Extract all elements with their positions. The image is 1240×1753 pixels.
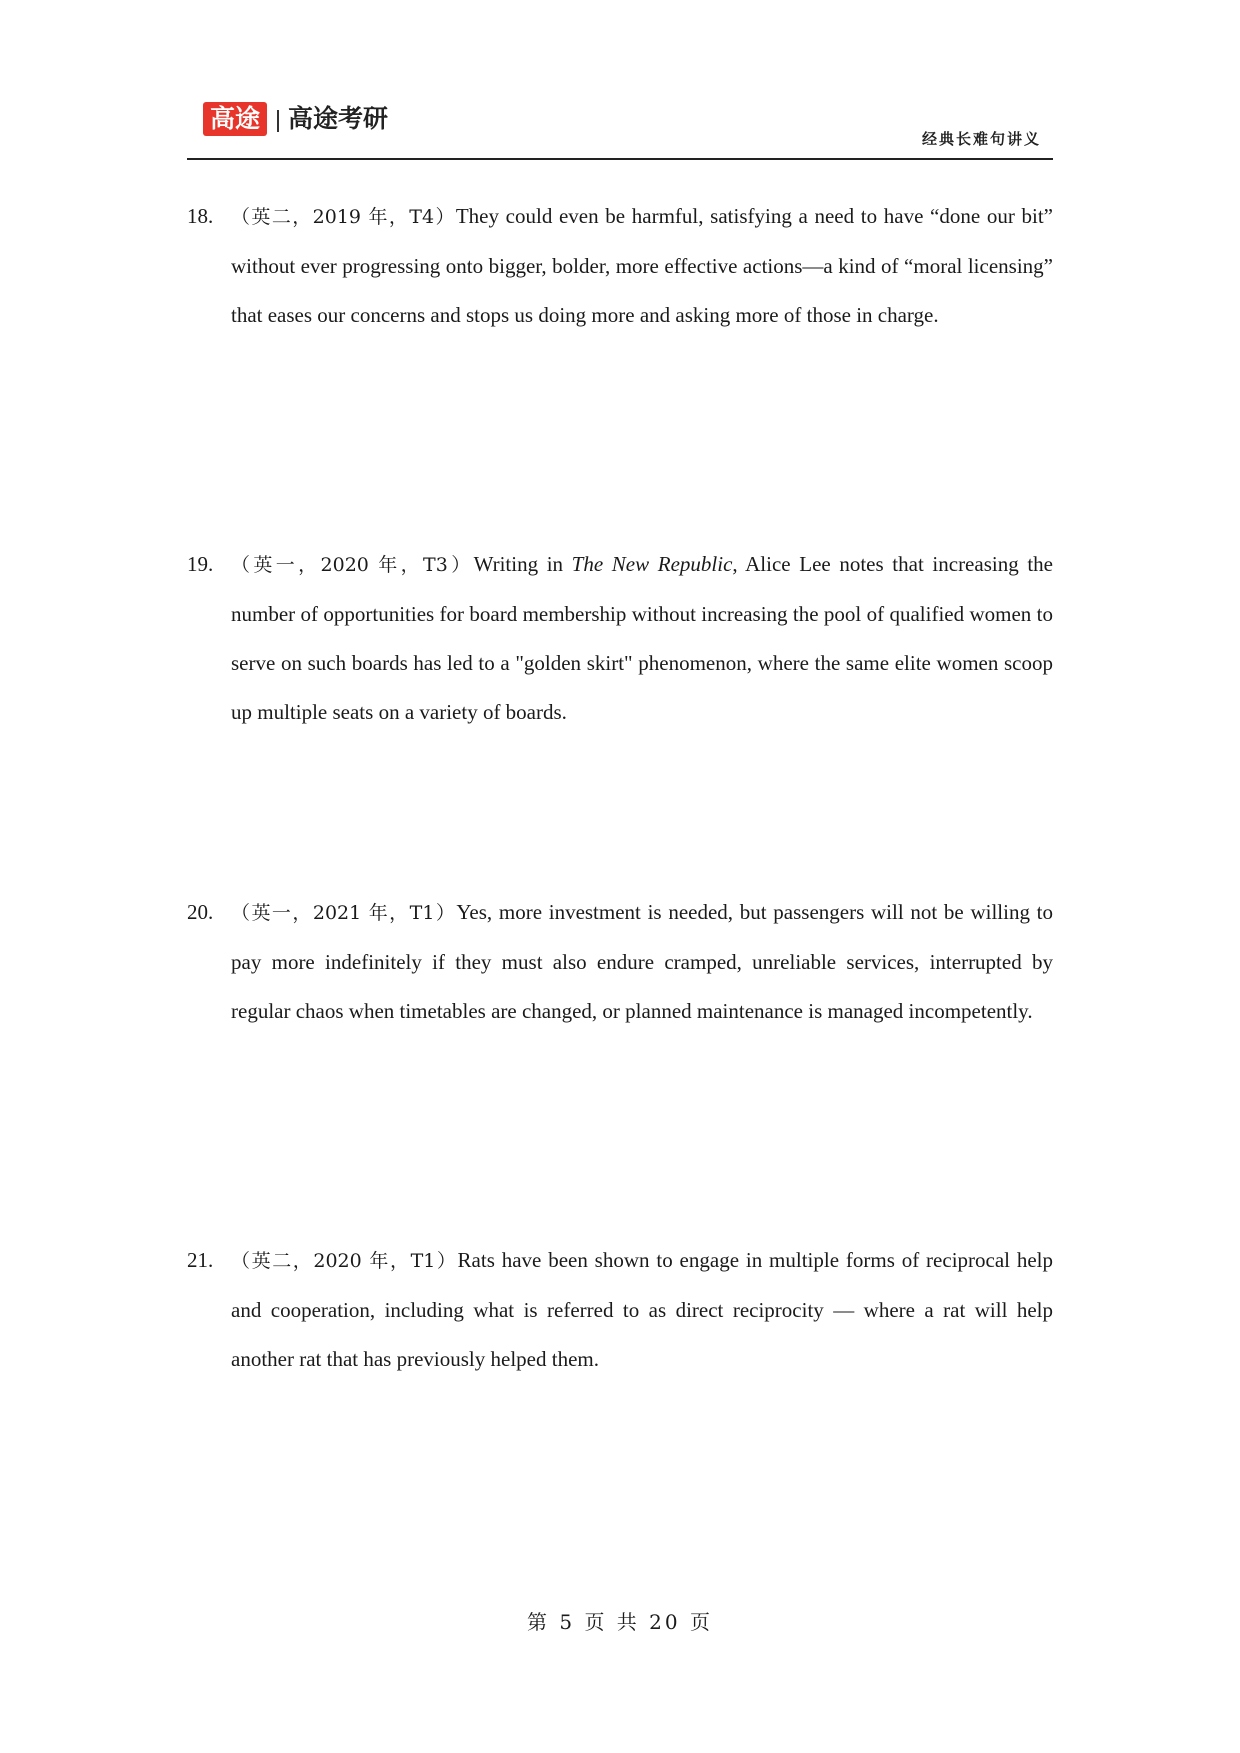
brand-logo-text: 高途考研 <box>288 104 389 133</box>
item-source: （英一，2021 年，T1） <box>231 902 457 924</box>
page-number-footer: 第 5 页 共 20 页 <box>527 1610 713 1634</box>
item-body <box>231 192 1053 340</box>
item-body <box>231 540 1053 737</box>
item-source: （英二，2019 年，T4） <box>231 206 456 228</box>
item-body <box>231 1236 1053 1384</box>
item-text: They could even be harmful, satisfying a need to have “done our bit” without ever progressing onto bigger, bolder, more effective actions—a kind of “moral licensing” that eases our concerns and stops us doing more and asking more of those in charge. <box>231 204 1054 327</box>
sentence-item-19 <box>187 540 1053 737</box>
publication-title: The New Republic <box>571 552 733 576</box>
item-source: （英二，2020 年，T1） <box>231 1250 458 1272</box>
item-number: 18. <box>187 204 214 228</box>
item-number: 21. <box>187 1248 214 1272</box>
sentence-item-18 <box>187 192 1053 340</box>
item-text: Writing in <box>473 552 572 576</box>
item-number: 19. <box>187 552 214 576</box>
logo-divider <box>277 110 279 132</box>
document-title: 经典长难句讲义 <box>921 130 1041 148</box>
sentence-item-21 <box>187 1236 1053 1384</box>
item-text: Yes, more investment is needed, but passengers will not be willing to pay more indefinitely if they must also endure cramped, unreliable services, interrupted by regular chaos when timetables are changed, or planned maintenance is managed incompetently. <box>231 900 1054 1023</box>
item-source: （英一，2020 年，T3） <box>231 554 474 576</box>
sentence-item-20 <box>187 888 1053 1036</box>
item-text: Rats have been shown to engage in multiple forms of reciprocal help and cooperation, including what is referred to as direct reciprocity — where a rat will help another rat that has previously helped them. <box>231 1248 1053 1371</box>
item-number: 20. <box>187 900 214 924</box>
page-header <box>187 98 1053 160</box>
brand-logo-mark: 高途 <box>203 102 267 136</box>
item-text-continued: , Alice Lee notes that increasing the number of opportunities for board membership without increasing the pool of qualified women to serve on such boards has led to a "golden skirt" phenomenon, where the same elite women scoop up multiple seats on a variety of boards. <box>231 552 1053 724</box>
item-body <box>231 888 1053 1036</box>
